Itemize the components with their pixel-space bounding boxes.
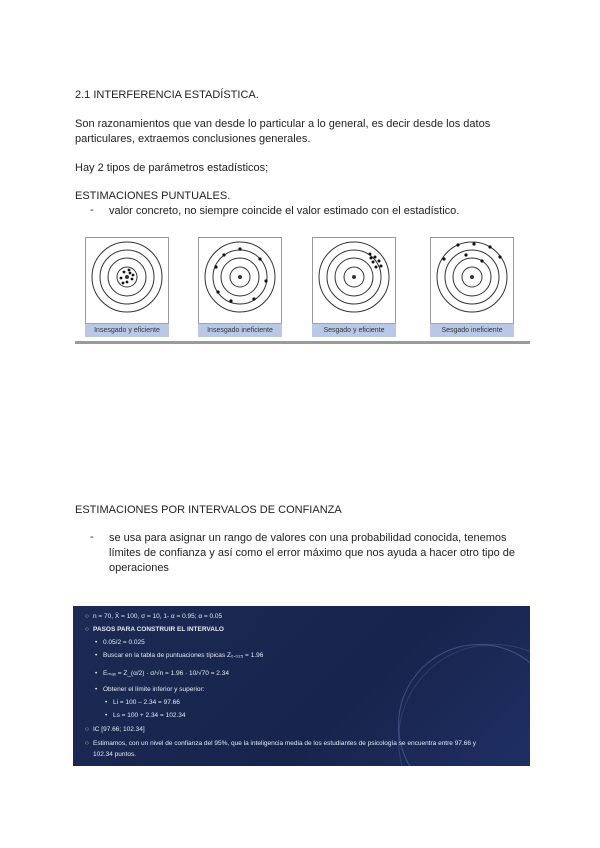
slide-decoration-2 <box>398 644 530 766</box>
slide-sub-bullet-icon: • <box>95 652 98 659</box>
slide-line-5-text: Eₘₐₓ = Z_(α/2) · σ/√n = 1.96 · 10/√70 = 2.34 <box>103 670 229 677</box>
slide-line-5 <box>95 669 229 677</box>
slide-line-8 <box>105 712 185 719</box>
slide-line-4 <box>95 652 263 659</box>
slide-sub-bullet-icon: • <box>95 686 98 693</box>
target-figures <box>75 233 530 346</box>
slide-line-1 <box>85 613 222 620</box>
slide-line-6 <box>95 686 205 693</box>
slide-line-10a-text: Estimamos, con un nivel de confianza del 95%, que la inteligencia media de los estudiantes de psicología se encuentra entre 97.66 y <box>93 740 477 747</box>
caption-unbiased-efficient: Insesgado y eficiente <box>85 323 169 337</box>
slide-line-8-text: Ls = 100 + 2.34 = 102.34 <box>113 712 186 719</box>
slide-line-3-text: 0.05/2 = 0.025 <box>103 639 145 646</box>
puntuales-bullet-marker: - <box>90 204 94 216</box>
caption-biased-inefficient: Sesgado ineficiente <box>430 323 514 337</box>
slide-sub-bullet-icon: • <box>95 639 98 646</box>
intervalos-heading: ESTIMACIONES POR INTERVALOS DE CONFIANZA <box>75 504 342 516</box>
target-biased-inefficient <box>430 237 514 337</box>
target-biased-efficient-icon <box>312 237 396 325</box>
slide-line-3 <box>95 639 145 646</box>
slide-line-4-text: Buscar en la tabla de puntuaciones típicas Z₀.₀₂₅ = 1.96 <box>103 652 264 659</box>
intervalos-bullet-line-2: límites de confianza y así como el error máximo que nos ayuda a hacer otro tipo de <box>109 547 515 559</box>
caption-unbiased-inefficient: Insesgado ineficiente <box>198 323 282 337</box>
slide-line-9 <box>85 726 145 733</box>
slide-sub-bullet-icon: • <box>105 699 108 706</box>
target-unbiased-efficient-icon <box>85 237 169 325</box>
slide-line-10b: 102.34 puntos. <box>93 751 137 758</box>
slide-line-7-text: Li = 100 – 2.34 = 97.66 <box>113 699 180 706</box>
intervalos-bullet-line-1: se usa para asignar un rango de valores con una probabilidad conocida, tenemos <box>109 532 507 544</box>
slide-line-10a <box>85 740 476 747</box>
figure-divider <box>75 341 530 344</box>
slide-bullet-icon: ○ <box>85 740 89 747</box>
slide-sub-bullet-icon: • <box>95 670 98 677</box>
puntuales-heading: ESTIMACIONES PUNTUALES. <box>75 190 231 202</box>
slide-bullet-icon: ○ <box>85 726 89 733</box>
target-biased-inefficient-icon <box>430 237 514 325</box>
slide-sub-bullet-icon: • <box>105 712 108 719</box>
slide-line-6-text: Obtener el límite inferior y superior: <box>103 686 205 693</box>
slide-line-9-text: IC [97.66; 102.34] <box>93 726 145 733</box>
target-biased-efficient <box>312 237 396 337</box>
types-line: Hay 2 tipos de parámetros estadísticos; <box>75 162 269 174</box>
slide-line-2 <box>85 626 224 633</box>
target-unbiased-inefficient <box>198 237 282 337</box>
intro-line-2: particulares, extraemos conclusiones generales. <box>75 133 311 145</box>
target-unbiased-efficient <box>85 237 169 337</box>
confidence-interval-slide <box>73 606 530 766</box>
slide-line-1-text: n = 70, X̄ = 100, σ = 10, 1- α = 0.95; α = 0.05 <box>93 613 223 620</box>
intervalos-bullet-marker: - <box>90 531 94 543</box>
section-title: 2.1 INTERFERENCIA ESTADÍSTICA. <box>75 89 259 101</box>
caption-biased-efficient: Sesgado y eficiente <box>312 323 396 337</box>
intro-line-1: Son razonamientos que van desde lo particular a lo general, es decir desde los datos <box>75 118 491 130</box>
intervalos-bullet-line-3: operaciones <box>109 562 169 574</box>
slide-line-2-text: PASOS PARA CONSTRUIR EL INTERVALO <box>93 626 224 633</box>
slide-bullet-icon: ○ <box>85 626 89 633</box>
puntuales-bullet: valor concreto, no siempre coincide el valor estimado con el estadístico. <box>109 205 460 217</box>
slide-line-7 <box>105 699 180 706</box>
slide-bullet-icon: ○ <box>85 613 89 620</box>
target-unbiased-inefficient-icon <box>198 237 282 325</box>
